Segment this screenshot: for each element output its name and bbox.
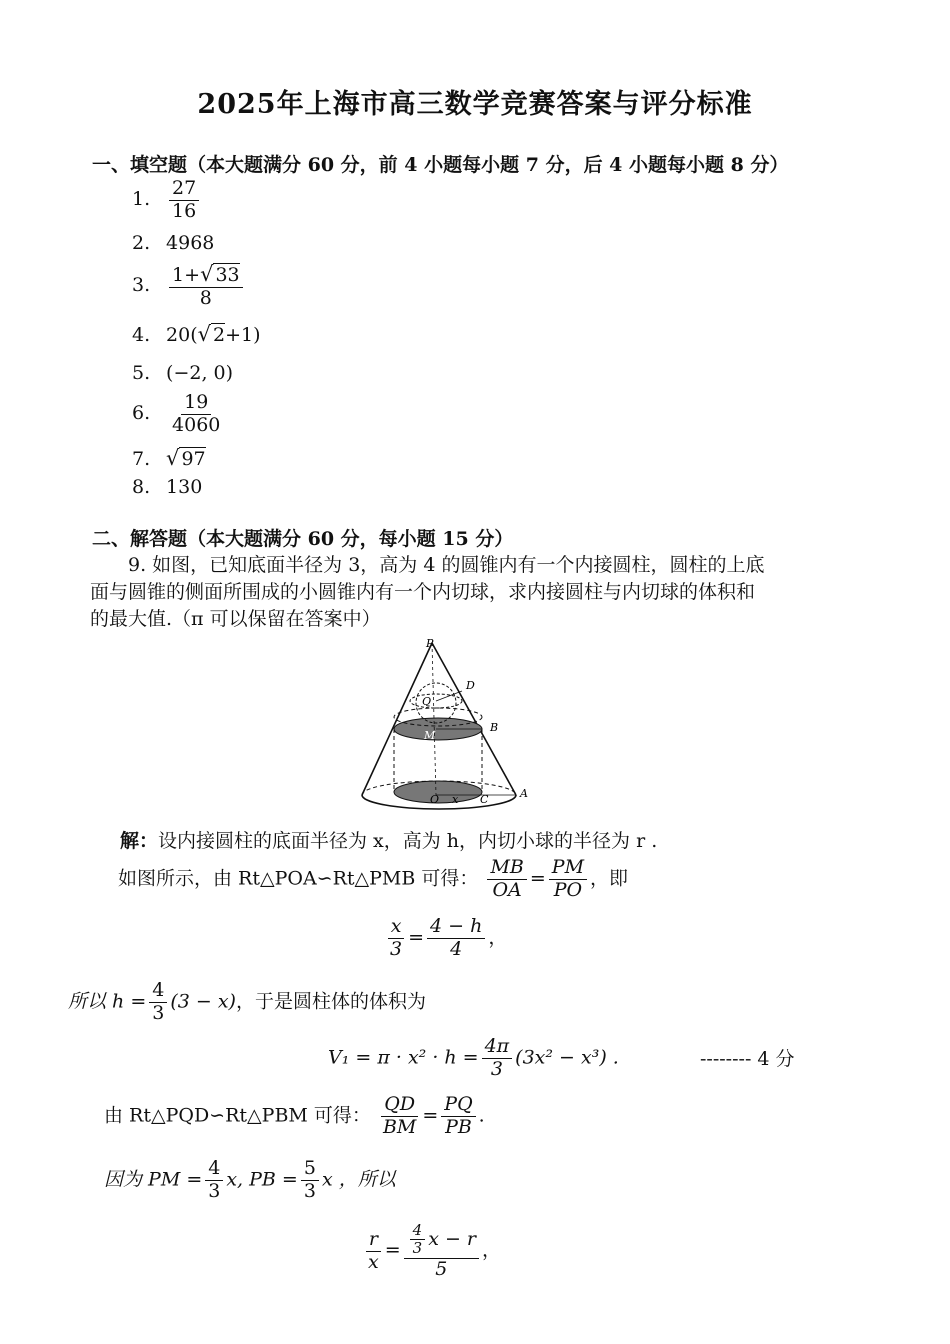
denominator: 4	[450, 937, 463, 960]
answer-5	[132, 362, 233, 384]
label-D: D	[466, 679, 475, 692]
solution-text: 设内接圆柱的底面半径为 x，高为 h，内切小球的半径为 r .	[158, 830, 658, 852]
answer-prefix: 20(	[166, 324, 198, 346]
denominator: 8	[199, 286, 212, 309]
line2-pre: 如图所示，由 Rt△POA∽Rt△PMB 可得：	[118, 867, 479, 890]
denominator: 3	[303, 1179, 316, 1202]
answer-number: 8.	[132, 476, 151, 498]
solution-line4: 由 Rt△PQD∽Rt△PBM 可得： $\frac{QD}{BM}$ = $\frac{PQ}{PB}$ .	[104, 1093, 485, 1138]
numerator-part: 1+	[172, 264, 201, 286]
numerator: x	[388, 916, 405, 939]
equation-1: $\frac{x}{3}$ = $\frac{4 - h}{4}$ ，	[384, 916, 507, 961]
answer-6	[132, 392, 226, 437]
label-B: B	[490, 721, 499, 734]
numerator: 4	[205, 1158, 223, 1181]
label-x: x	[452, 793, 459, 806]
answer-2	[132, 232, 214, 254]
answer-3	[132, 262, 246, 310]
answer-number: 3.	[132, 273, 151, 296]
section1-heading: 一、填空题（本大题满分 60 分，前 4 小题每小题 7 分，后 4 小题每小题 8 分）	[92, 154, 789, 176]
label-Q: Q	[422, 695, 432, 708]
denominator: 5	[435, 1257, 448, 1280]
line4-post: .	[478, 1104, 485, 1127]
line5-post: x ，所以	[321, 1168, 396, 1191]
answer-4	[132, 322, 261, 346]
label-P: P	[426, 637, 434, 650]
solution-line3	[68, 980, 426, 1025]
sqrt-icon: √	[197, 322, 212, 346]
problem9-line3: 的最大值.（π 可以保留在答案中）	[90, 608, 381, 630]
numerator: 4	[410, 1222, 426, 1240]
problem9-line1: 9. 如图，已知底面半径为 3，高为 4 的圆锥内有一个内接圆柱，圆柱的上底	[128, 554, 765, 576]
problem9-line2: 面与圆锥的侧面所围成的小圆锥内有一个内切球，求内接圆柱与内切球的体积和	[90, 581, 756, 603]
line2-post: ，即	[590, 867, 629, 890]
equation-punct: ，	[481, 1239, 501, 1262]
answer-8	[132, 476, 202, 498]
radicand: 97	[181, 448, 206, 470]
denominator: 4060	[172, 413, 221, 436]
line4-pre: 由 Rt△PQD∽Rt△PBM 可得：	[104, 1104, 371, 1127]
label-M: M	[424, 729, 436, 742]
answer-number: 1.	[132, 188, 151, 211]
solution-line5	[104, 1158, 396, 1203]
numerator: r	[366, 1229, 381, 1252]
numerator: 27	[169, 178, 199, 201]
section2-heading: 二、解答题（本大题满分 60 分，每小题 15 分）	[92, 528, 514, 550]
denominator: PB	[445, 1115, 472, 1138]
denominator: 3	[412, 1239, 423, 1258]
answer-1	[132, 178, 202, 223]
answer-7	[132, 446, 206, 470]
denominator: BM	[382, 1115, 417, 1138]
sqrt-icon: √	[166, 446, 180, 470]
cone-figure	[350, 635, 540, 815]
answer-suffix: +1)	[225, 324, 261, 346]
label-O: O	[430, 793, 440, 806]
label-C: C	[480, 793, 489, 806]
answer-value: (−2, 0)	[166, 362, 234, 384]
denominator: 3	[208, 1179, 221, 1202]
numerator: MB	[487, 857, 526, 880]
numerator: QD	[381, 1094, 418, 1117]
solution-line2: 如图所示，由 Rt△POA∽Rt△PMB 可得： $\frac{MB}{OA}$ = $\frac{PM}{PO}$ ，即	[118, 856, 629, 901]
numerator: 4π	[482, 1036, 513, 1059]
denominator: x	[368, 1250, 379, 1273]
solution-label: 解：	[120, 830, 159, 852]
answer-value: 4968	[166, 232, 215, 254]
line5-mid: x, PB =	[226, 1168, 298, 1191]
numerator-tail: x − r	[428, 1227, 476, 1250]
answer-number: 5.	[132, 362, 151, 384]
sqrt-icon: √	[200, 262, 214, 286]
radicand: 33	[215, 264, 240, 286]
denominator: 3	[390, 937, 403, 960]
radius-QD	[436, 691, 462, 701]
equation-2	[328, 1036, 619, 1081]
denominator: OA	[492, 878, 522, 901]
equation-3: $\frac{r}{x}$ = $\frac{4}{3}$ x − r 5 ，	[362, 1222, 501, 1280]
numerator: 4 − h	[427, 916, 485, 939]
score-mark: -------- 4 分	[700, 1048, 795, 1070]
denominator: PO	[553, 878, 583, 901]
answer-value: 130	[166, 476, 203, 498]
numerator: 19	[181, 392, 211, 415]
answer-number: 6.	[132, 402, 151, 425]
label-A: A	[520, 787, 528, 800]
numerator: 4	[149, 980, 167, 1003]
answer-number: 4.	[132, 324, 151, 346]
numerator: PM	[549, 857, 587, 880]
solution-line1	[120, 826, 657, 856]
line5-pre: 因为 PM =	[104, 1168, 203, 1191]
numerator: 5	[301, 1158, 319, 1181]
numerator: PQ	[441, 1094, 475, 1117]
line3-mid: (3 − x)	[170, 990, 236, 1013]
denominator: 3	[490, 1057, 503, 1080]
denominator: 3	[152, 1001, 165, 1024]
radicand: 2	[213, 324, 226, 346]
equation-rhs: (3x² − x³) .	[515, 1046, 619, 1069]
answer-number: 2.	[132, 232, 151, 254]
page-title: 2025年上海市高三数学竞赛答案与评分标准	[197, 89, 753, 120]
denominator: 16	[172, 199, 197, 222]
equation-punct: ，	[488, 926, 508, 949]
answer-number: 7.	[132, 448, 151, 470]
line3-pre: 所以 h =	[68, 990, 147, 1013]
equation-lhs: V₁ = π · x² · h =	[328, 1046, 479, 1069]
line3-post: ，于是圆柱体的体积为	[235, 990, 426, 1013]
